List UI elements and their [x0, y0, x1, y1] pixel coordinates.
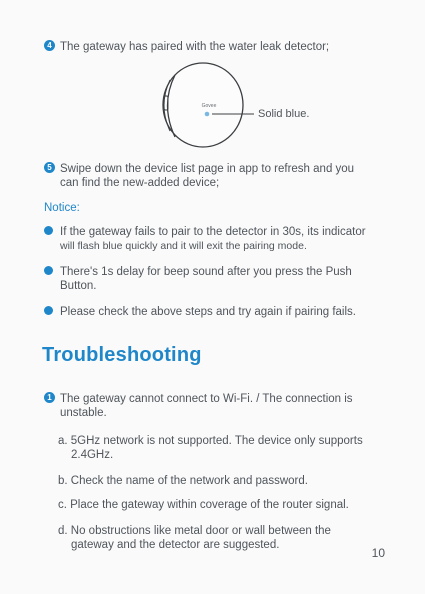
notice-item-line2: will flash blue quickly and it will exit the pairing mode. [60, 240, 307, 252]
gateway-device-illustration [0, 0, 425, 160]
indicator-callout-label: Solid blue. [258, 108, 310, 120]
issue-number-badge: 1 [44, 392, 55, 403]
solution-line1: b. Check the name of the network and password. [58, 475, 308, 487]
notice-item-line1: There's 1s delay for beep sound after you press the Push [60, 266, 352, 278]
notice-title: Notice: [44, 202, 80, 214]
notice-item [44, 265, 399, 293]
page-number: 10 [371, 546, 385, 560]
solution-line1: a. 5GHz network is not supported. The device only supports [58, 435, 363, 447]
bullet-dot [44, 306, 53, 315]
issue-text-line1: The gateway cannot connect to Wi-Fi. / The connection is [60, 393, 353, 405]
step-4-text: The gateway has paired with the water leak detector; [60, 41, 330, 53]
solution-item [58, 524, 398, 552]
solution-item [58, 434, 398, 462]
step-5-text-line1: Swipe down the device list page in app to refresh and you [60, 163, 355, 175]
solution-line2: gateway and the detector are suggested. [71, 539, 280, 551]
device-brand-logo: Govee [201, 103, 217, 109]
bullet-dot [44, 266, 53, 275]
solution-line1: c. Place the gateway within coverage of the router signal. [58, 499, 349, 511]
issue-text-line2: unstable. [60, 407, 107, 419]
notice-item-line1: Please check the above steps and try again if pairing fails. [60, 306, 356, 318]
step-5-text-line2: can find the new-added device; [60, 177, 220, 189]
step-number-badge: 5 [44, 162, 55, 173]
solution-item [58, 474, 398, 488]
step-number-badge: 4 [44, 40, 55, 51]
notice-item [44, 305, 399, 319]
section-heading: Troubleshooting [42, 344, 202, 366]
troubleshooting-issue [44, 392, 399, 420]
solution-line1: d. No obstructions like metal door or wall between the [58, 525, 331, 537]
notice-item-line1: If the gateway fails to pair to the detector in 30s, its indicator [60, 226, 366, 238]
bullet-dot [44, 226, 53, 235]
step-5 [44, 162, 354, 190]
notice-item [44, 225, 399, 253]
solution-item [58, 498, 398, 512]
notice-item-line2: Button. [60, 280, 97, 292]
indicator-light [205, 112, 210, 117]
solution-line2: 2.4GHz. [71, 449, 114, 461]
